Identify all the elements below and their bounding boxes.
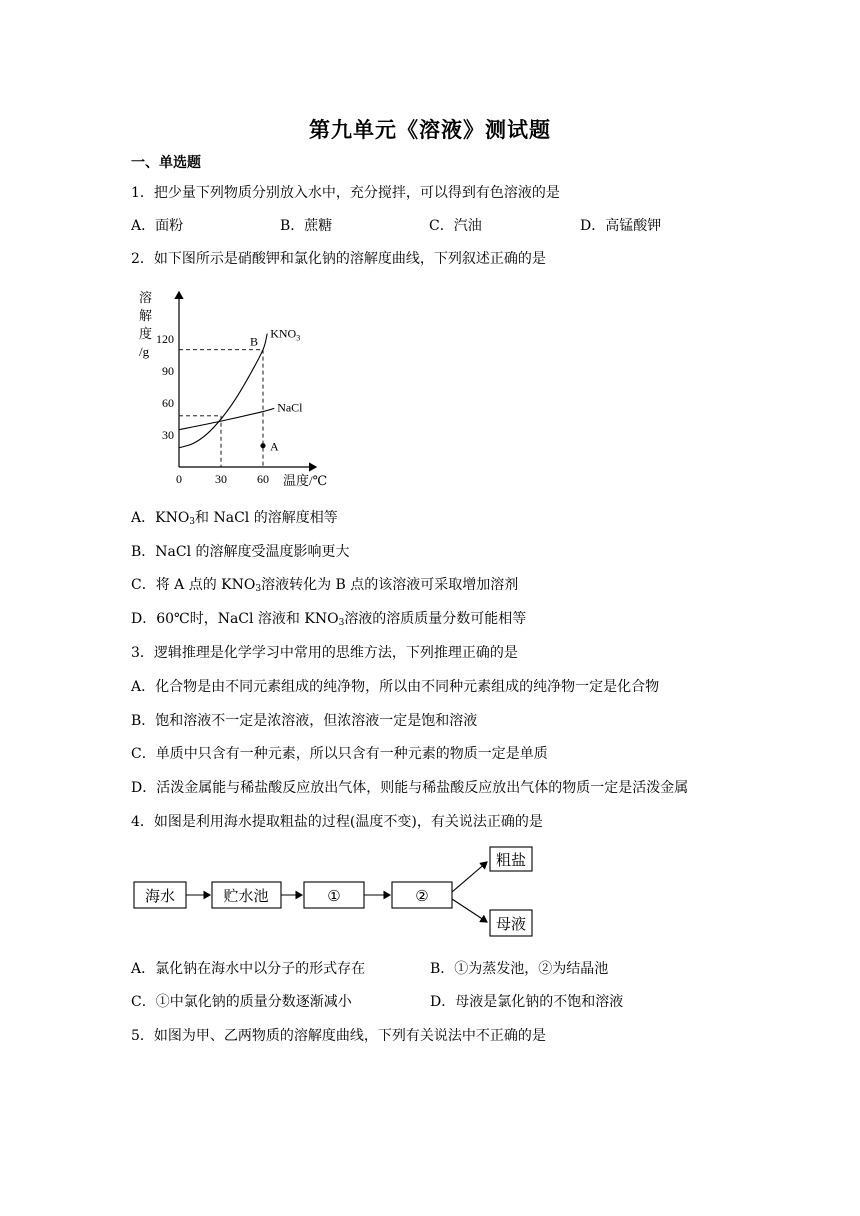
flow-label-seawater: 海水 <box>144 889 176 905</box>
q1-option-b: B．蔗糖 <box>280 218 333 234</box>
y-axis-label: 溶 <box>139 290 153 305</box>
q3-option-a: A．化合物是由不同元素组成的纯净物，所以由不同种元素组成的纯净物一定是化合物 <box>131 679 660 695</box>
q4-option-c: C．①中氯化钠的质量分数逐渐减小 <box>131 994 352 1010</box>
y-axis-label: 解 <box>139 308 153 323</box>
flow-label-reservoir: 贮水池 <box>223 889 269 905</box>
y-tick-label: 90 <box>162 363 174 378</box>
q3-option-b: B．饱和溶液不一定是浓溶液，但浓溶液一定是饱和溶液 <box>131 713 478 729</box>
flow-arrow <box>452 899 487 922</box>
q3-stem: 3．逻辑推理是化学学习中常用的思维方法，下列推理正确的是 <box>131 645 518 661</box>
page-title: 第九单元《溶液》测试题 <box>309 117 551 142</box>
section-heading: 一、单选题 <box>131 155 201 171</box>
point-b-label: B <box>250 334 259 349</box>
q5-stem: 5．如图为甲、乙两物质的溶解度曲线，下列有关说法中不正确的是 <box>131 1028 546 1044</box>
q4-option-d: D．母液是氯化钠的不饱和溶液 <box>430 994 624 1010</box>
q1-stem: 1．把少量下列物质分别放入水中，充分搅拌，可以得到有色溶液的是 <box>131 185 560 201</box>
flow-label-crude-salt: 粗盐 <box>495 853 527 869</box>
salt-extraction-flowchart <box>130 842 550 942</box>
q2-option-d: D．60℃时，NaCl 溶液和 $KNO_3$溶液的溶质质量分数可能相等 <box>131 611 527 628</box>
kno3-label: $KNO_3$ <box>270 326 301 343</box>
nacl-label: NaCl <box>277 400 303 415</box>
x-axis-label: 温度/℃ <box>283 473 328 488</box>
y-tick-label: 30 <box>162 427 174 442</box>
x-tick-label: 30 <box>215 472 227 486</box>
q2-option-b: B．NaCl 的溶解度受温度影响更大 <box>131 544 350 560</box>
y-axis-label: /g <box>139 344 150 359</box>
q3-option-c: C．单质中只含有一种元素，所以只含有一种元素的物质一定是单质 <box>131 746 548 762</box>
q1-option-d: D．高锰酸钾 <box>580 218 662 234</box>
q2-option-c: C．将 A 点的 $KNO_3$溶液转化为 B 点的该溶液可采取增加溶剂 <box>131 577 519 594</box>
q2-option-a: A．$KNO_3$和 NaCl 的溶解度相等 <box>131 510 338 527</box>
y-axis-label: 度 <box>139 326 153 341</box>
x-tick-label: 0 <box>176 472 182 486</box>
q1-option-a: A．面粉 <box>131 218 184 234</box>
y-tick-label: 120 <box>156 331 174 346</box>
x-tick-label: 60 <box>257 472 269 486</box>
q4-option-b: B．①为蒸发池，②为结晶池 <box>430 961 609 977</box>
kno3-curve <box>179 334 267 448</box>
flow-label-step2: ② <box>415 889 429 905</box>
point-a-marker <box>260 443 265 448</box>
flow-label-mother-liquor: 母液 <box>495 917 527 933</box>
q4-stem: 4．如图是利用海水提取粗盐的过程(温度不变)，有关说法正确的是 <box>131 814 543 830</box>
q3-option-d: D．活泼金属能与稀盐酸反应放出气体，则能与稀盐酸反应放出气体的物质一定是活泼金属 <box>131 780 689 796</box>
flow-label-step1: ① <box>327 889 341 905</box>
y-tick-label: 60 <box>162 395 174 410</box>
flow-arrow <box>452 862 487 892</box>
q2-stem: 2．如下图所示是硝酸钾和氯化钠的溶解度曲线，下列叙述正确的是 <box>131 251 546 267</box>
solubility-chart <box>130 282 340 492</box>
q4-option-a: A．氯化钠在海水中以分子的形式存在 <box>131 961 366 977</box>
q1-option-c: C．汽油 <box>429 218 482 234</box>
point-a-label: A <box>270 439 279 454</box>
